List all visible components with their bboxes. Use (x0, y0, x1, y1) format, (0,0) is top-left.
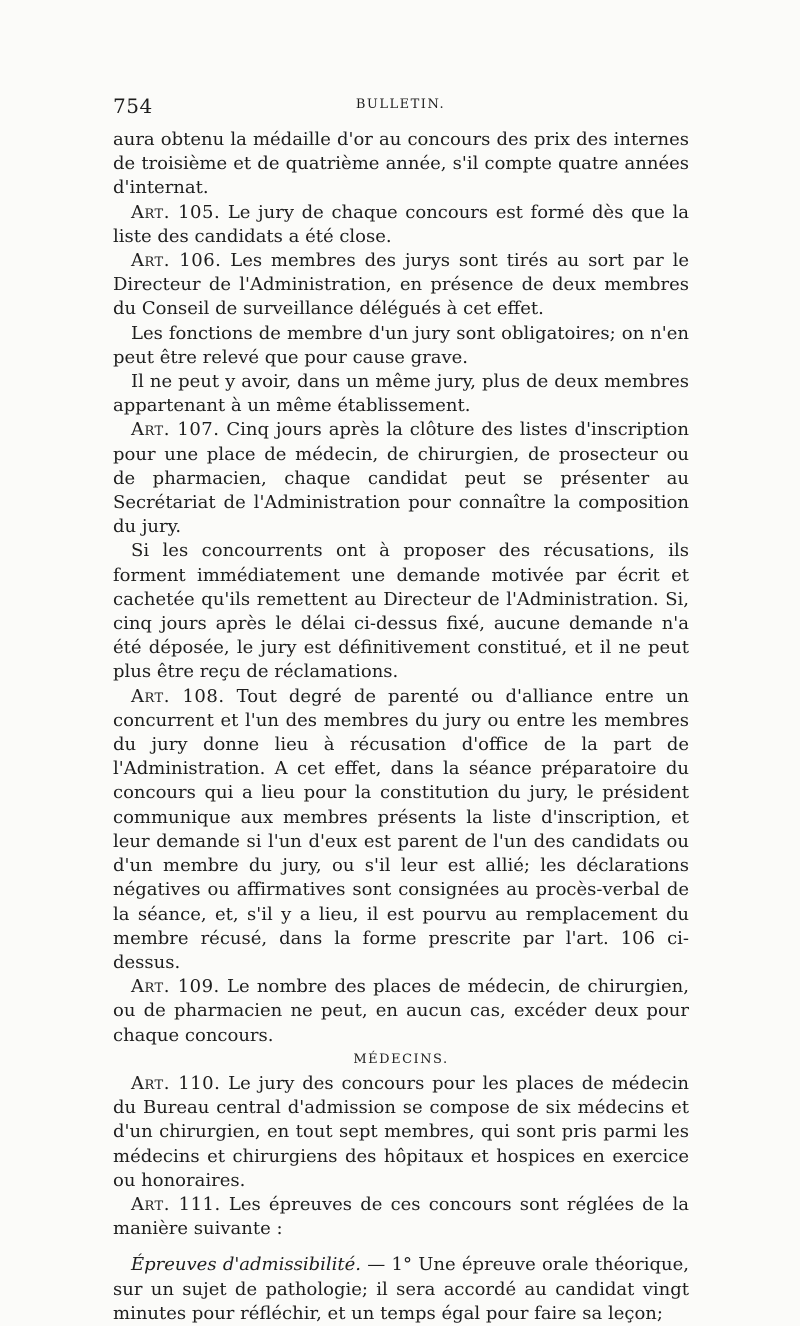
admissibility-paragraph (113, 1253, 689, 1326)
article-text: Les épreuves de ces concours sont réglées de la manière suivante : (113, 1193, 689, 1240)
article-label: Art. 109. (131, 976, 220, 998)
article-label: Art. 110. (131, 1072, 221, 1094)
page-number: 754 (113, 94, 153, 118)
article-107 (113, 418, 689, 539)
article-text: Le nombre des places de médecin, de chirurgien, ou de pharmacien ne peut, en aucun cas, excéder deux pour chaque concours. (113, 976, 689, 1046)
paragraph-text: Il ne peut y avoir, dans un même jury, plus de deux membres appartenant à un même établissement. (113, 371, 689, 417)
article-text: Tout degré de parenté ou d'alliance entre un concurrent et l'un des membres du jury ou entre les membres du jury donne lieu à récusation d'office de la part de l'Administration. A cet effet, dans la séance préparatoire du concours qui a lieu pour la constitution du jury, le président communique aux membres présents la liste d'inscription, et leur demande si l'un d'eux est parent de l'un des candidats ou d'un membre du jury, ou s'il leur est allié; les déclarations négatives ou affirmatives sont consignées au procès-verbal de la séance, et, s'il y a lieu, il est pourvu au remplacement du membre récusé, dans la forme prescrite par l'art. 106 ci-dessus. (113, 685, 689, 973)
article-text: Cinq jours après la clôture des listes d'inscription pour une place de médecin, de chirurgien, de prosecteur ou de pharmacien, chaque candidat peut se présenter au Secrétariat de l'Administration pour connaître la composition du jury. (113, 419, 689, 538)
section-title: MÉDECINS. (353, 1051, 449, 1067)
article-105 (113, 201, 689, 249)
paragraph (113, 370, 689, 418)
page-header (113, 94, 688, 120)
article-110 (113, 1072, 689, 1193)
article-label: Art. 106. (131, 250, 222, 272)
article-label: Art. 105. (131, 201, 221, 223)
paragraph (113, 539, 689, 684)
article-106 (113, 249, 689, 322)
paragraph-text: — 1° Une épreuve orale théorique, sur un sujet de pathologie; il sera accordé au candidat vingt minutes pour réfléchir, et un temps égal pour faire sa leçon; (113, 1254, 689, 1324)
paragraph-continuation (113, 128, 689, 201)
page-body (113, 128, 689, 1326)
paragraph-text: Si les concourrents ont à proposer des récusations, ils forment immédiatement une demande motivée par écrit et cachetée qu'ils remettent au Directeur de l'Administration. Si, cinq jours après le délai ci-dessus fixé, aucune demande n'a été déposée, le jury est définitivement constitué, et il ne peut plus être reçu de réclamations. (113, 540, 689, 683)
article-text: Les membres des jurys sont tirés au sort par le Directeur de l'Administration, en présence de deux membres du Conseil de surveillance délégués à cet effet. (113, 250, 689, 320)
article-text: Le jury des concours pour les places de médecin du Bureau central d'admission se compose de six médecins et d'un chirurgien, en tout sept membres, qui sont pris parmi les médecins et chirurgiens des hôpitaux et hospices en exercice ou honoraires. (113, 1072, 689, 1191)
article-109 (113, 975, 689, 1048)
paragraph-text: aura obtenu la médaille d'or au concours des prix des internes de troisième et de quatrième année, s'il compte quatre années d'internat. (113, 129, 689, 199)
paragraph (113, 322, 689, 370)
article-108 (113, 685, 689, 975)
running-title: BULLETIN. (355, 97, 446, 112)
italic-heading: Épreuves d'admissibilité. (131, 1254, 362, 1276)
paragraph-text: Les fonctions de membre d'un jury sont obligatoires; on n'en peut être relevé que pour cause grave. (113, 322, 689, 368)
article-text: Le jury de chaque concours est formé dès que la liste des candidats a été close. (113, 201, 689, 247)
article-111 (113, 1193, 689, 1241)
article-label: Art. 107. (131, 419, 220, 441)
article-label: Art. 111. (131, 1193, 221, 1215)
article-label: Art. 108. (131, 685, 225, 707)
